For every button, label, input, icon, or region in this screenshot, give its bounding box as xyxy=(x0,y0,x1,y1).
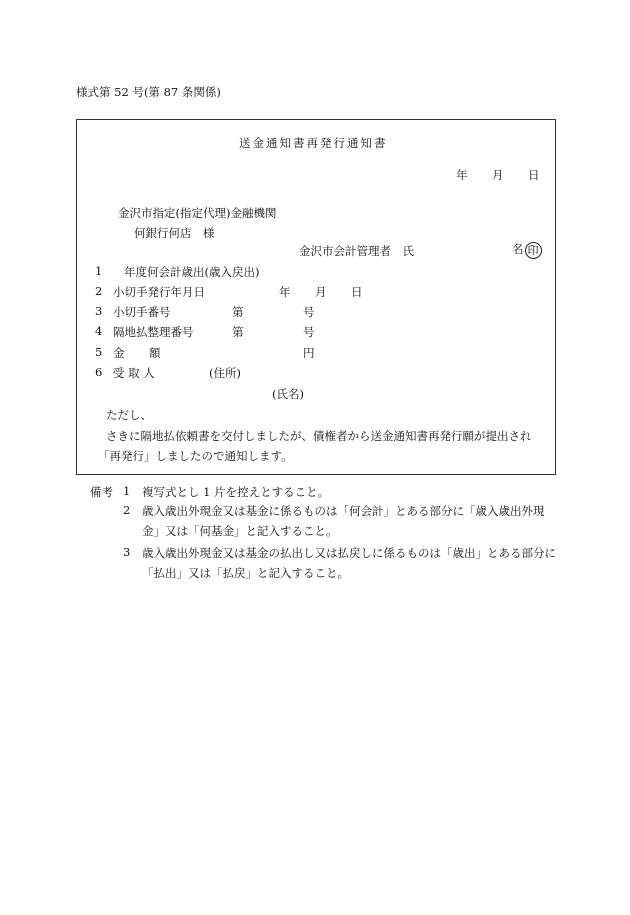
note-1-number: 1 xyxy=(123,484,131,498)
item-5-label-b: 額 xyxy=(149,346,161,360)
addressee-institution: 金沢市指定(指定代理)金融機関 xyxy=(118,206,277,220)
message-line-2: 「再発行」しましたので通知します。 xyxy=(98,449,293,463)
message-line-1: さきに隔地払依頼書を交付しましたが、債権者から送金通知書再発行願が提出され xyxy=(106,429,532,443)
date-day: 日 xyxy=(528,168,540,182)
item-1-number: 1 xyxy=(95,264,103,278)
proviso: ただし、 xyxy=(106,408,152,422)
notes-label: 備考 xyxy=(90,485,113,499)
note-1-text: 複写式とし 1 片を控えとすること。 xyxy=(142,485,330,499)
note-3-text: 歳入歳出外現金又は基金の払出し又は払戻しに係るものは「歳出」とある部分に「払出」又は「払戻」と記入すること。 xyxy=(142,546,556,580)
date-year: 年 xyxy=(456,168,468,182)
item-4-label: 隔地払整理番号 xyxy=(113,325,194,339)
item-3-dai: 第 xyxy=(232,305,244,319)
addressee-branch: 何銀行何店 様 xyxy=(134,226,215,240)
sender-name-end: 名 xyxy=(512,242,524,256)
item-6-number: 6 xyxy=(95,365,103,379)
item-6-address: (住所) xyxy=(209,366,241,380)
item-2-day: 日 xyxy=(351,285,363,299)
item-1-label: 年度何会計歳出(歳入戻出) xyxy=(124,265,260,279)
seal-stamp: 印 xyxy=(525,242,542,259)
item-5-unit: 円 xyxy=(303,346,315,360)
date-month: 月 xyxy=(492,168,504,182)
item-5-number: 5 xyxy=(95,345,103,359)
item-2-year: 年 xyxy=(279,285,291,299)
item-3-number: 3 xyxy=(95,304,103,318)
item-4-dai: 第 xyxy=(232,325,244,339)
form-number: 様式第 52 号(第 87 条関係) xyxy=(76,85,221,99)
form-title: 送金通知書再発行通知書 xyxy=(239,136,388,150)
item-6-name: (氏名) xyxy=(272,387,304,401)
note-2-number: 2 xyxy=(123,503,131,517)
note-3-number: 3 xyxy=(123,545,131,559)
item-4-go: 号 xyxy=(303,325,315,339)
item-2-month: 月 xyxy=(315,285,327,299)
item-6-label: 受 取 人 xyxy=(113,366,155,380)
note-2-text: 歳入歳出外現金又は基金に係るものは「何会計」とある部分に「歳入歳出外現金」又は「何基金」と記入すること。 xyxy=(142,504,545,538)
sender-title: 金沢市会計管理者 氏 xyxy=(299,244,414,258)
item-5-label-a: 金 xyxy=(113,346,125,360)
item-3-go: 号 xyxy=(303,305,315,319)
sender-name-seal xyxy=(512,241,542,259)
item-2-number: 2 xyxy=(95,284,103,298)
item-3-label: 小切手番号 xyxy=(113,305,171,319)
item-4-number: 4 xyxy=(95,324,103,338)
item-2-label: 小切手発行年月日 xyxy=(113,285,205,299)
